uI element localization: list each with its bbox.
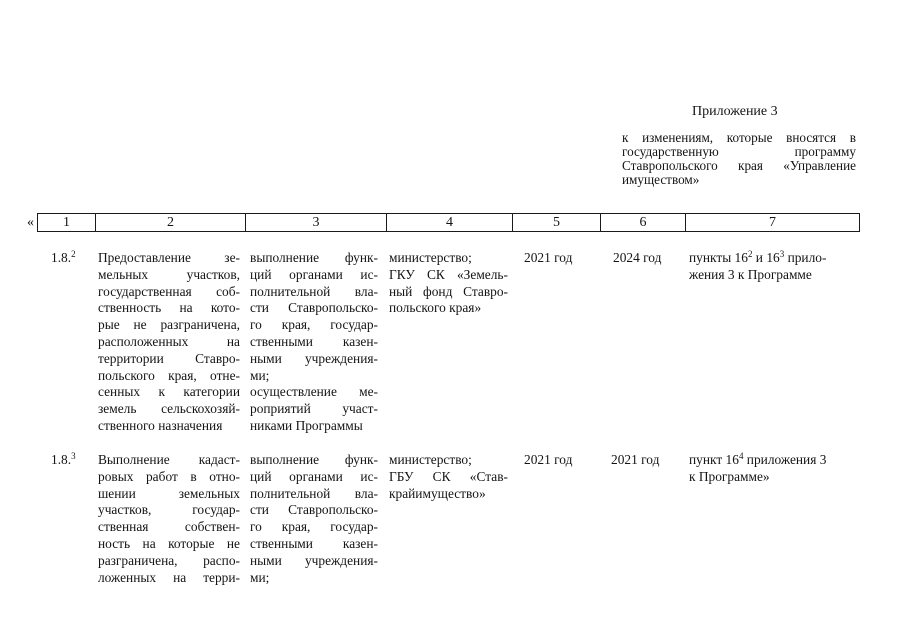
start-year-cell: 2021 год <box>524 452 573 467</box>
executor-line: полнительной вла- <box>250 485 378 501</box>
column-number: 6 <box>601 214 686 231</box>
column-number: 7 <box>769 215 776 230</box>
responsible-line: крайимущество» <box>389 485 486 501</box>
indicator-text: приложения 3 <box>743 452 827 467</box>
description-line: Предоставление зе- <box>98 250 240 265</box>
indicator-line: жения 3 к Программе <box>689 266 812 282</box>
responsible-line: министерство; <box>389 452 472 467</box>
executor-line: ций органами ис- <box>250 468 378 484</box>
executor-line: полнительной вла- <box>250 283 378 299</box>
executor-line: сти Ставропольско- <box>250 502 378 518</box>
column-number-row <box>37 213 860 232</box>
appendix-note: к изменениям, которые вносятся в государственную программу Ставропольского края «Управление имуществом» <box>622 130 856 187</box>
row-number <box>51 452 76 469</box>
executor-line: никами Программы <box>250 417 363 433</box>
column-number: 4 <box>387 214 513 231</box>
executor-line: роприятий участ- <box>250 401 378 417</box>
executor-line: го края, государ- <box>250 519 378 535</box>
description-line: шении земельных <box>98 485 240 501</box>
executor-line: ными учреждения- <box>250 552 378 568</box>
description-line: рые не разграничена, <box>98 317 240 333</box>
executor-line: ций органами ис- <box>250 266 378 282</box>
indicator-text: прило- <box>784 250 827 265</box>
indicator-text: и 16 <box>752 250 780 265</box>
executor-line: ными учреждения- <box>250 350 378 366</box>
description-line: территории Ставро- <box>98 350 240 366</box>
description-line: ность на которые не <box>98 535 240 551</box>
description-line: ложенных на терри- <box>98 569 240 585</box>
responsible-line: ГБУ СК «Став- <box>389 468 508 484</box>
row-number-main: 1.8. <box>51 250 72 265</box>
executor-line: го края, государ- <box>250 317 378 333</box>
executor-line: выполнение функ- <box>250 452 378 467</box>
end-year-cell: 2024 год <box>613 250 662 265</box>
description-line: ственная собствен- <box>98 519 240 535</box>
indicator-line <box>689 250 857 267</box>
description-line: ственного назначения <box>98 417 223 433</box>
description-line: Выполнение кадаст- <box>98 452 240 467</box>
executor-line: сти Ставропольско- <box>250 300 378 316</box>
opening-quote: « <box>27 215 34 230</box>
description-line: участков, государ- <box>98 502 240 518</box>
executor-line: ми; <box>250 367 270 383</box>
indicator-cell <box>689 250 857 284</box>
description-line: государственная соб- <box>98 283 240 299</box>
indicator-cell <box>689 452 857 486</box>
responsible-line: министерство; <box>389 250 472 265</box>
row-number-main: 1.8. <box>51 452 72 467</box>
executor-line: осуществление ме- <box>250 384 378 400</box>
row-number-superscript: 3 <box>71 451 76 461</box>
start-year-cell: 2021 год <box>524 250 573 265</box>
indicator-text: пункты 16 <box>689 250 748 265</box>
description-cell <box>98 452 240 586</box>
description-line: мельных участков, <box>98 266 240 282</box>
column-number: 1 <box>38 214 96 231</box>
row-number-superscript: 2 <box>71 249 76 259</box>
executor-cell <box>250 250 378 435</box>
responsible-cell <box>389 250 508 317</box>
indicator-line: к Программе» <box>689 468 770 484</box>
executor-line: ми; <box>250 569 270 585</box>
description-line: земель сельскохозяй- <box>98 401 240 417</box>
description-line: польского края, отне- <box>98 367 240 383</box>
indicator-superscript: 4 <box>738 451 744 461</box>
description-line: сенных к категории <box>98 384 240 400</box>
column-number: 2 <box>96 214 246 231</box>
executor-line: выполнение функ- <box>250 250 378 265</box>
executor-line: ственными казен- <box>250 535 378 551</box>
responsible-line: польского края» <box>389 300 482 316</box>
description-cell <box>98 250 240 435</box>
executor-cell <box>250 452 378 586</box>
column-number: 5 <box>513 214 601 231</box>
description-line: разграничена, распо- <box>98 552 240 568</box>
responsible-line: ный фонд Ставро- <box>389 283 508 299</box>
indicator-line <box>689 452 857 469</box>
indicator-text: пункт 16 <box>689 452 739 467</box>
responsible-cell <box>389 452 508 502</box>
executor-line: ственными казен- <box>250 333 378 349</box>
end-year-cell: 2021 год <box>611 452 660 467</box>
appendix-title: Приложение 3 <box>692 104 778 119</box>
indicator-superscript: 2 <box>747 249 753 259</box>
indicator-superscript: 3 <box>779 249 785 259</box>
description-line: расположенных на <box>98 333 240 349</box>
column-number: 3 <box>246 214 387 231</box>
responsible-line: ГКУ СК «Земель- <box>389 266 508 282</box>
row-number <box>51 250 76 267</box>
description-line: ровых работ в отно- <box>98 468 240 484</box>
description-line: ственность на кото- <box>98 300 240 316</box>
